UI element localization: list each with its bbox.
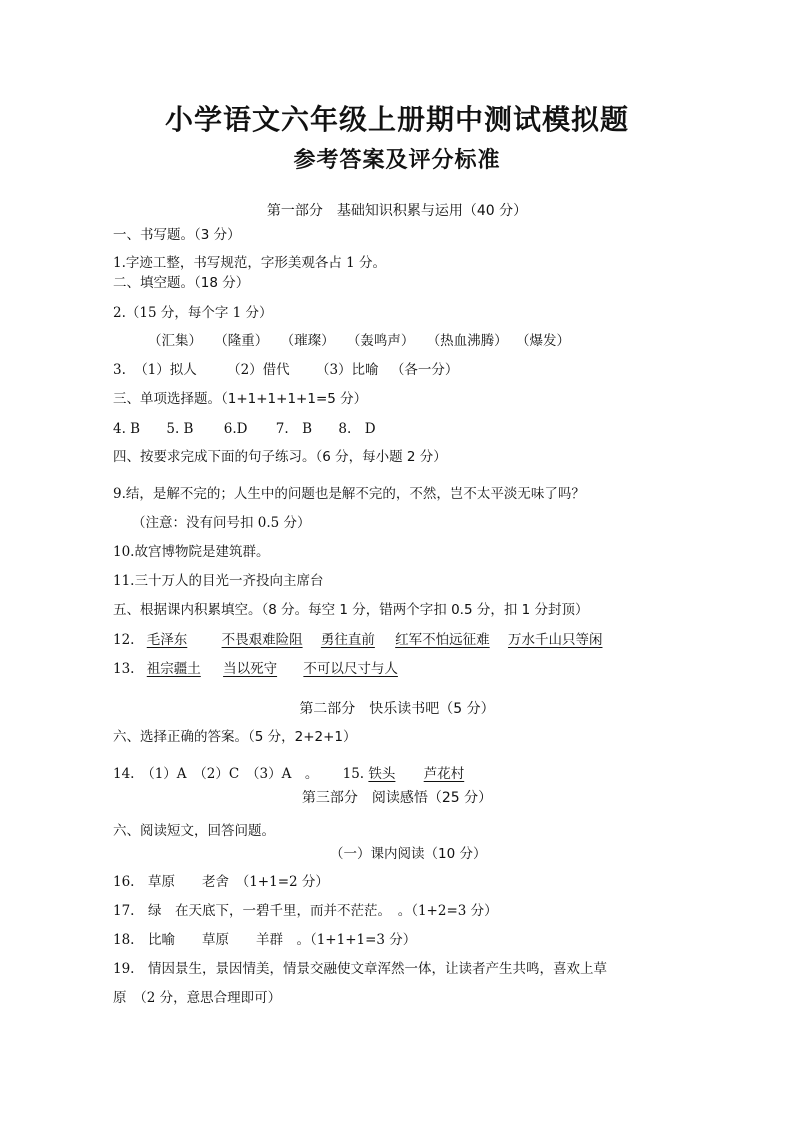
q19-answer-line2: 原 （2 分，意思合理即可） [113, 990, 282, 1006]
q17-answer: 17. 绿 在天底下，一碧千里，而并不茫茫。 。（1+2=3 分） [113, 903, 498, 919]
q12-answer-1: 毛泽东 [146, 632, 188, 648]
q13-answer-3: 不可以尺寸与人 [303, 661, 398, 677]
q2-answer-3: （璀璨） [280, 333, 335, 349]
part2-heading: 第二部分 快乐读书吧（5 分） [299, 701, 495, 717]
q4-8-answers [113, 420, 693, 438]
section5-title: 五、根据课内积累填空。（8 分。每空 1 分，错两个字扣 0.5 分，扣 1 分封顶） [113, 602, 589, 618]
q3-answers [113, 361, 693, 379]
q14-15-answers [113, 765, 693, 783]
q5-answer: 5. B [166, 421, 194, 437]
q15-answer-2: 芦花村 [423, 766, 465, 782]
part3-heading: 第三部分 阅读感悟（25 分） [301, 790, 493, 806]
q15-answer-1: 铁头 [368, 766, 396, 782]
q9-answer: 9.结，是解不完的；人生中的问题也是解不完的，不然，岂不太平淡无味了吗？ [113, 486, 585, 502]
q3-label: 3. [113, 362, 126, 378]
q19-answer-line1: 19. 情因景生，景因情美，情景交融使文章浑然一体，让读者产生共鸣，喜欢上草 [113, 961, 607, 977]
q3-answer-2: （2）借代 [227, 362, 290, 378]
section1-title: 一、书写题。（3 分） [113, 227, 241, 243]
q11-answer: 11.三十万人的目光一齐投向主席台 [113, 573, 324, 589]
q6-answer: 6.D [223, 421, 248, 437]
q2-answer-4: （轰鸣声） [346, 333, 415, 349]
q12-label: 12. [113, 632, 135, 648]
q7-answer: 7. B [275, 421, 313, 437]
q14-answer: 14. （1）A （2）C （3）A 。 [113, 766, 319, 782]
q12-answer-3: 勇往直前 [320, 632, 375, 648]
section3-title: 三、单项选择题。（1+1+1+1+1=5 分） [113, 391, 368, 407]
q10-answer: 10.故宫博物院是建筑群。 [113, 544, 270, 560]
q2-answers [148, 332, 728, 350]
q8-answer: 8. D [338, 421, 376, 437]
q18-answer: 18. 比喻 草原 羊群 。（1+1+1=3 分） [113, 932, 417, 948]
q12-answer-2: 不畏艰难险阻 [221, 632, 303, 648]
q13-answer-1: 祖宗疆土 [146, 661, 201, 677]
q12-answer-5: 万水千山只等闲 [507, 632, 603, 648]
section2-title: 二、填空题。（18 分） [113, 275, 250, 291]
q3-answer-3: （3）比喻 [315, 362, 379, 378]
document-title: 小学语文六年级上册期中测试模拟题 [164, 103, 629, 136]
part1-heading: 第一部分 基础知识积累与运用（40 分） [266, 203, 528, 219]
section4-title: 四、按要求完成下面的句子练习。（6 分，每小题 2 分） [113, 449, 447, 465]
in-class-reading-heading: （一）课内阅读（10 分） [330, 846, 487, 862]
q2-answer-2: （隆重） [214, 333, 269, 349]
q13-answers [113, 660, 693, 678]
q1-answer: 1.字迹工整，书写规范，字形美观各占 1 分。 [113, 255, 387, 271]
q2-label: 2.（15 分，每个字 1 分） [113, 305, 273, 321]
q12-answer-4: 红军不怕远征难 [395, 632, 490, 648]
q2-answer-1: （汇集） [148, 333, 202, 349]
document-subtitle: 参考答案及评分标准 [293, 148, 501, 173]
q3-answer-1: （1）拟人 [134, 362, 197, 378]
reading-section-title: 六、阅读短文，回答问题。 [113, 823, 275, 839]
q2-answer-6: （爆发） [515, 333, 570, 349]
q4-answer: 4. B [113, 421, 141, 437]
q12-answers [113, 631, 693, 649]
q13-answer-2: 当以死守 [223, 661, 278, 677]
q2-answer-5: （热血沸腾） [426, 333, 508, 349]
q9-note: （注意：没有问号扣 0.5 分） [132, 515, 311, 531]
q16-answer: 16. 草原 老舍 （1+1=2 分） [113, 874, 329, 890]
q3-answer-note: （各一分） [390, 362, 459, 378]
q15-label: 15. [342, 766, 365, 782]
section6-title: 六、选择正确的答案。（5 分，2+2+1） [113, 729, 357, 745]
q13-label: 13. [113, 661, 135, 677]
